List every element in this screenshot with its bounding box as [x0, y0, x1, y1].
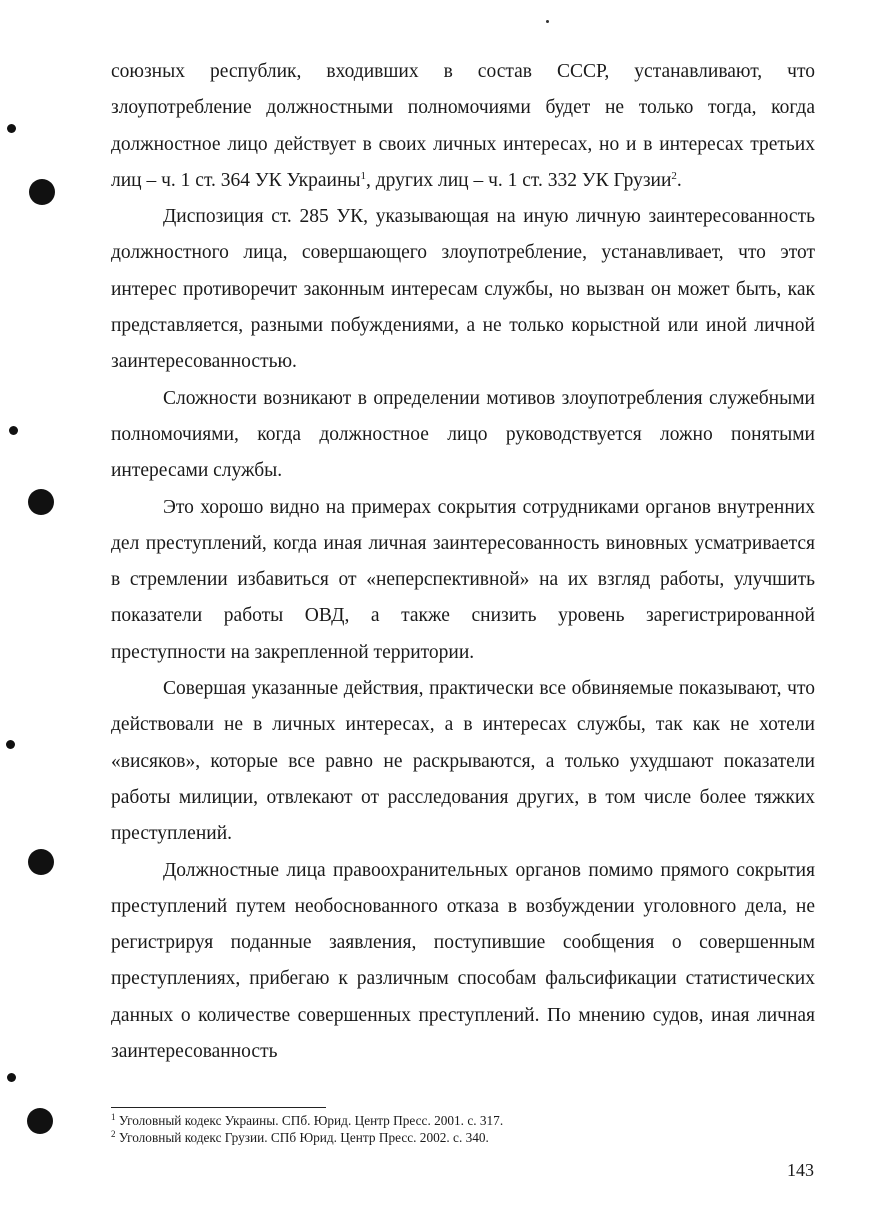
paragraph: Должностные лица правоохранительных органов помимо прямого сокрытия преступлений путем необоснованного отказа в возбуждении уголовного дела, не регистрируя поданные заявления, поступившие сообщения о совершенным преступлениях, прибегаю к различным способам фальсификации статистических данных о количестве совершенных преступлений. По мнению судов, иная личная заинтересованность — [111, 859, 815, 1063]
footnote-mark: 2 — [111, 1129, 116, 1139]
binding-hole — [29, 179, 55, 205]
footnote-separator — [111, 1107, 326, 1108]
footnote-ref[interactable]: 1 — [360, 169, 367, 182]
paragraph: Совершая указанные действия, практически все обвиняемые показывают, что действовали не в личных интересах, а в интересах службы, так как не хотели «висяков», которые все равно не раскрываются, а только ухудшают показатели работы милиции, отвлекают от расследования других, в том числе более тяжких преступлений. — [111, 678, 815, 845]
footnotes — [111, 1112, 811, 1146]
binding-hole — [28, 849, 54, 875]
scan-speck — [546, 20, 549, 23]
binding-hole-small — [9, 426, 18, 435]
paragraph: союзных республик, входивших в состав СССР, устанавливают, что злоупотребление должностными полномочиями будет не только тогда, когда должностное лицо действует в своих личных интересах, но и в интересах третьих лиц – ч. 1 ст. 364 УК Украины$^1$, других лиц – ч. 1 ст. 332 УК Грузии$^2$. — [111, 61, 815, 191]
footnote: $^1$ Уголовный кодекс Украины. СПб. Юрид. Центр Пресс. 2001. с. 317. — [111, 1112, 504, 1128]
footnote-mark: 1 — [111, 1112, 116, 1122]
footnote-ref[interactable]: 2 — [671, 169, 677, 182]
binding-hole — [28, 489, 54, 515]
footnote: $^2$ Уголовный кодекс Грузии. СПб Юрид. Центр Пресс. 2002. с. 340. — [111, 1129, 489, 1145]
binding-hole-small — [7, 1073, 16, 1082]
paragraph: Диспозиция ст. 285 УК, указывающая на иную личную заинтересованность должностного лица, совершающего злоупотребление, устанавливает, что этот интерес противоречит законным интересам службы, но вызван он может быть, как представляется, разными побуждениями, а не только корыстной или иной личной заинтересованностью. — [111, 206, 815, 373]
binding-hole — [27, 1108, 53, 1134]
paragraph: Сложности возникают в определении мотивов злоупотребления служебными полномочиями, когда должностное лицо руководствуется ложно понятыми интересами службы. — [111, 387, 815, 482]
binding-hole-small — [7, 124, 16, 133]
paragraph: Это хорошо видно на примерах сокрытия сотрудниками органов внутренних дел преступлений, когда иная личная заинтересованность виновных усматривается в стремлении избавиться от «неперспективной» на их взгляд работы, улучшить показатели работы ОВД, а также снизить уровень зарегистрированной преступности на закрепленной территории. — [111, 496, 815, 663]
page-number: 143 — [787, 1160, 814, 1180]
body-text — [111, 54, 815, 1070]
binding-hole-small — [6, 740, 15, 749]
